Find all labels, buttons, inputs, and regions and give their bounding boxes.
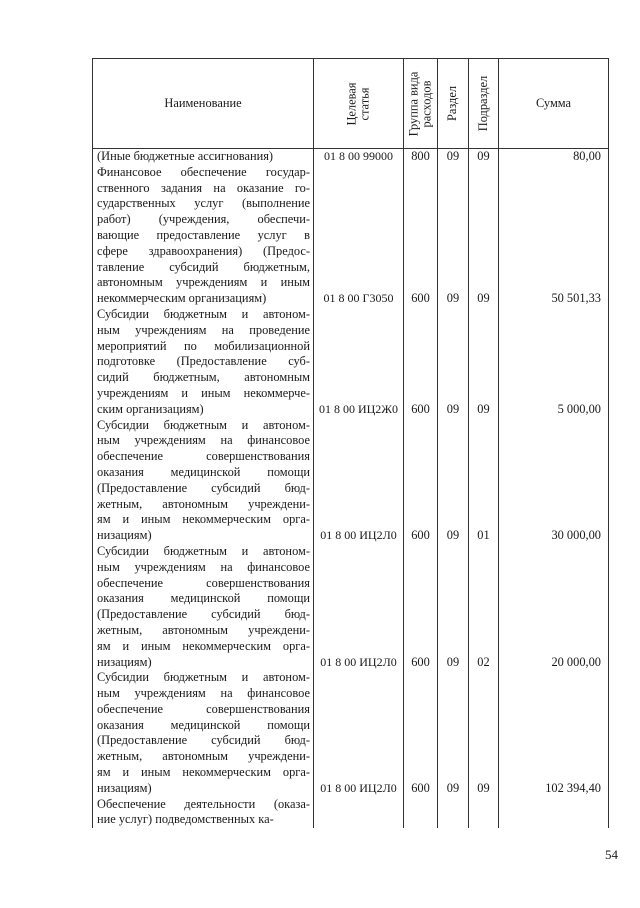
row-name-line: обеспечение совершенствования: [97, 701, 310, 716]
row-target-code: 01 8 00 ИЦ2Л0: [314, 670, 404, 796]
row-name-line: ям и иным некоммерческим орга-: [97, 638, 310, 653]
row-name: [93, 418, 314, 544]
row-sum: 80,00: [499, 149, 609, 165]
row-name-line: ям и иным некоммерческим орга-: [97, 765, 310, 780]
row-name-line: вающие предоставление услуг в: [97, 227, 310, 242]
row-sum: 20 000,00: [499, 544, 609, 670]
row-name-line: (Предоставление субсидий бюд-: [97, 480, 310, 495]
row-name: [93, 797, 314, 829]
header-target: Целевая статья: [344, 81, 372, 126]
row-name-line: оказания медицинской помощи: [97, 591, 310, 606]
header-target-cell: [314, 59, 404, 149]
row-name-line: низациям): [97, 780, 152, 795]
row-name-line: автономным учреждениям и иным: [97, 275, 310, 290]
row-group: [404, 797, 438, 829]
row-name-line: низациям): [97, 528, 152, 543]
row-subsection: 09: [469, 670, 499, 796]
row-subsection: 09: [469, 149, 499, 165]
table-row: [93, 165, 609, 307]
row-target-code: 01 8 00 ИЦ2Л0: [314, 418, 404, 544]
row-group: 600: [404, 307, 438, 418]
page-number: 54: [605, 847, 618, 862]
table-row: [93, 149, 609, 165]
row-subsection: 01: [469, 418, 499, 544]
row-name-line: (Предоставление субсидий бюд-: [97, 607, 310, 622]
header-group-cell: [404, 59, 438, 149]
row-name-line: работ) (учреждения, обеспечи-: [97, 212, 310, 227]
header-sum: Сумма: [499, 59, 609, 149]
row-group: 800: [404, 149, 438, 165]
row-name-line: сидий бюджетным, автономным: [97, 370, 310, 385]
row-name-line: ным учреждениям на финансовое: [97, 559, 310, 574]
row-section: [438, 797, 469, 829]
row-target-code: 01 8 00 ИЦ2Ж0: [314, 307, 404, 418]
table-header-row: [93, 59, 609, 149]
row-name-line: сфере здравоохранения) (Предос-: [97, 243, 310, 258]
row-name: [93, 307, 314, 418]
row-name-line: мероприятий по мобилизационной: [97, 338, 310, 353]
row-section: 09: [438, 149, 469, 165]
row-name: [93, 544, 314, 670]
row-section: 09: [438, 165, 469, 307]
table-row: [93, 670, 609, 796]
row-name-line: ям и иным некоммерческим орга-: [97, 512, 310, 527]
row-name-line: тавление субсидий бюджетным,: [97, 259, 310, 274]
row-name: [93, 165, 314, 307]
row-subsection: 09: [469, 165, 499, 307]
row-name: [93, 149, 314, 165]
row-target-code: 01 8 00 ИЦ2Л0: [314, 544, 404, 670]
row-name-line: Субсидии бюджетным и автоном-: [97, 543, 310, 558]
table-row: [93, 307, 609, 418]
row-target-code: 01 8 00 Г3050: [314, 165, 404, 307]
row-target-code: [314, 797, 404, 829]
row-sum: 102 394,40: [499, 670, 609, 796]
row-name-line: оказания медицинской помощи: [97, 717, 310, 732]
row-group: 600: [404, 670, 438, 796]
row-group: 600: [404, 544, 438, 670]
row-name-line: оказания медицинской помощи: [97, 464, 310, 479]
table-row: [93, 797, 609, 829]
row-name: [93, 670, 314, 796]
row-subsection: 02: [469, 544, 499, 670]
row-subsection: [469, 797, 499, 829]
row-name-line: Финансовое обеспечение государ-: [97, 164, 310, 179]
row-name-line: ным учреждениям на проведение: [97, 322, 310, 337]
row-name-line: жетным, автономным учреждени-: [97, 749, 310, 764]
row-sum: 30 000,00: [499, 418, 609, 544]
row-section: 09: [438, 418, 469, 544]
page-bottom-margin: [92, 838, 610, 908]
row-section: 09: [438, 670, 469, 796]
row-name-line: жетным, автономным учреждени-: [97, 622, 310, 637]
row-sum: 5 000,00: [499, 307, 609, 418]
row-name-line: некоммерческим организациям): [97, 291, 267, 306]
row-name-line: ние услуг) подведомственных ка-: [97, 812, 274, 827]
row-name-line: Обеспечение деятельности (оказа-: [97, 796, 310, 811]
table-row: [93, 544, 609, 670]
row-name-line: ным учреждениям на финансовое: [97, 686, 310, 701]
row-name-line: жетным, автономным учреждени-: [97, 496, 310, 511]
row-name-line: учреждениям и иным некоммерче-: [97, 385, 310, 400]
row-name-line: обеспечение совершенствования: [97, 575, 310, 590]
header-subsection-cell: [469, 59, 499, 149]
row-sum: 50 501,33: [499, 165, 609, 307]
row-name-line: (Иные бюджетные ассигнования): [97, 149, 274, 163]
row-name-line: обеспечение совершенствования: [97, 449, 310, 464]
row-group: 600: [404, 165, 438, 307]
header-section-cell: [438, 59, 469, 149]
row-name-line: подготовке (Предоставление суб-: [97, 354, 310, 369]
row-name-line: низациям): [97, 654, 152, 669]
header-section: Раздел: [445, 85, 460, 122]
row-sum: [499, 797, 609, 829]
row-section: 09: [438, 307, 469, 418]
row-subsection: 09: [469, 307, 499, 418]
row-group: 600: [404, 418, 438, 544]
row-section: 09: [438, 544, 469, 670]
row-name-line: ственного задания на оказание го-: [97, 180, 310, 195]
table-row: [93, 418, 609, 544]
row-name-line: ским организациям): [97, 401, 204, 416]
row-name-line: сударственных услуг (выполнение: [97, 196, 310, 211]
row-name-line: ным учреждениям на финансовое: [97, 433, 310, 448]
row-target-code: 01 8 00 99000: [314, 149, 404, 165]
table-body: [93, 149, 609, 829]
header-subsection: Подраздел: [476, 75, 491, 132]
row-name-line: Субсидии бюджетным и автоном-: [97, 306, 310, 321]
row-name-line: Субсидии бюджетным и автоном-: [97, 417, 310, 432]
row-name-line: (Предоставление субсидий бюд-: [97, 733, 310, 748]
budget-table: [92, 58, 609, 828]
header-name: Наименование: [93, 59, 314, 149]
header-group: Группа вида расходов: [406, 71, 434, 136]
row-name-line: Субсидии бюджетным и автоном-: [97, 670, 310, 685]
